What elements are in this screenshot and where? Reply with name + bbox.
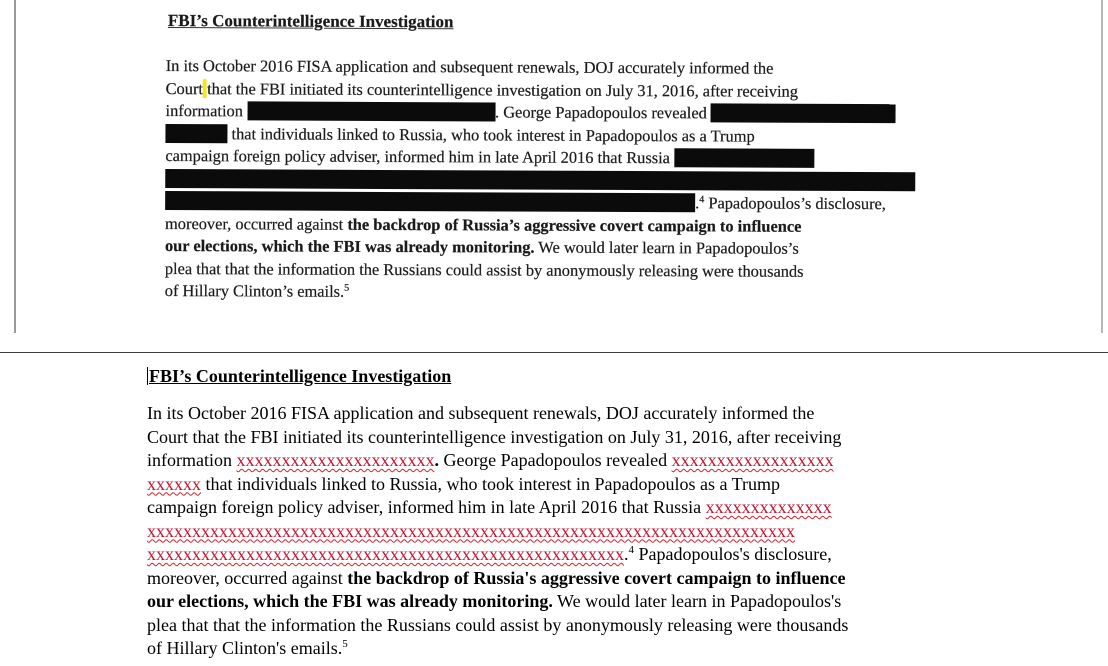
scan-line: information . George Papadopoulos revealed	[166, 100, 946, 126]
text-line	[147, 520, 967, 544]
scan-line: of Hillary Clinton’s emails.$^5$	[164, 280, 350, 301]
transcribed-page[interactable]	[147, 365, 967, 661]
scan-line: Court that the FBI initiated its counterintelligence investigation on July 31, 2016, after receiving	[165, 78, 798, 101]
text-line: Court that the FBI initiated its counterintelligence investigation on July 31, 2016, after receiving	[147, 426, 842, 447]
footnote-marker: 4	[699, 194, 705, 206]
scan-left-border	[14, 0, 16, 333]
scanned-page	[165, 8, 946, 306]
redaction-block	[674, 148, 814, 168]
text-line: information xxxxxxxxxxxxxxxxxxxxxx. George Papadopoulos revealed xxxxxxxxxxxxxxxxxx	[147, 450, 834, 470]
text-paragraph[interactable]	[147, 402, 967, 661]
redaction-block	[711, 103, 896, 123]
text-line: moreover, occurred against the backdrop of Russia's aggressive covert campaign to influence	[147, 567, 846, 588]
redaction-block	[165, 191, 695, 212]
scan-section-heading: FBI’s Counterintelligence Investigation	[167, 11, 454, 32]
redaction-placeholder: xxxxxx	[147, 473, 201, 494]
redaction-block	[247, 101, 495, 121]
text-section-heading[interactable]: FBI’s Counterintelligence Investigation	[149, 366, 452, 386]
redaction-placeholder: xxxxxxxxxxxxxxxxxxxxxxxxxxxxxxxxxxxxxxxxxxxxxxxxxxxxxxxxxxxxxxxxxxxxxxxx	[147, 520, 795, 541]
scan-right-border	[1101, 0, 1103, 333]
scan-line: .$^4$ Papadopoulos’s disclosure,	[165, 190, 945, 216]
text-line: plea that that the information the Russians could assist by anonymously releasing were thousands	[147, 614, 849, 635]
text-line: xxxxxx that individuals linked to Russia, who took interest in Papadopoulos as a Trump	[147, 473, 780, 494]
text-cursor	[147, 367, 148, 385]
text-line: of Hillary Clinton's emails.$^5$	[147, 638, 348, 658]
redaction-block	[165, 168, 915, 190]
scan-line: campaign foreign policy adviser, informed him in late April 2016 that Russia	[165, 145, 945, 171]
redaction-placeholder: xxxxxxxxxxxxxxxxxx	[671, 450, 834, 470]
text-line: our elections, which the FBI was already monitoring. We would later learn in Papadopoulos's	[147, 591, 842, 611]
text-line: In its October 2016 FISA application and subsequent renewals, DOJ accurately informed the	[147, 403, 815, 423]
scan-line: that individuals linked to Russia, who took interest in Papadopoulos as a Trump	[165, 122, 945, 148]
redaction-placeholder: xxxxxxxxxxxxxx	[705, 497, 832, 517]
text-line: xxxxxxxxxxxxxxxxxxxxxxxxxxxxxxxxxxxxxxxxxxxxxxxxxxxxx.$^4$ Papadopoulos's disclosure,	[147, 544, 832, 564]
scan-line: our elections, which the FBI was already monitoring. We would later learn in Papadopoulos’s	[164, 235, 799, 258]
transcription-pane[interactable]	[0, 353, 1108, 666]
footnote-marker: 4	[628, 544, 634, 556]
scan-line: moreover, occurred against the backdrop of Russia’s aggressive covert campaign to influence	[165, 213, 802, 236]
footnote-marker: 5	[344, 282, 350, 294]
scan-paragraph	[165, 55, 946, 306]
footnote-marker: 5	[342, 638, 348, 650]
redaction-placeholder: xxxxxxxxxxxxxxxxxxxxxxxxxxxxxxxxxxxxxxxxxxxxxxxxxxxxx	[147, 544, 624, 564]
scan-line: plea that that the information the Russians could assist by anonymously releasing were thousands	[164, 258, 804, 281]
scan-line: In its October 2016 FISA application and subsequent renewals, DOJ accurately informed the	[165, 55, 774, 78]
redaction-block	[165, 123, 227, 142]
text-line: campaign foreign policy adviser, informed him in late April 2016 that Russia xxxxxxxxxxxxxx	[147, 497, 832, 517]
redaction-placeholder: xxxxxxxxxxxxxxxxxxxxxx	[236, 450, 435, 470]
